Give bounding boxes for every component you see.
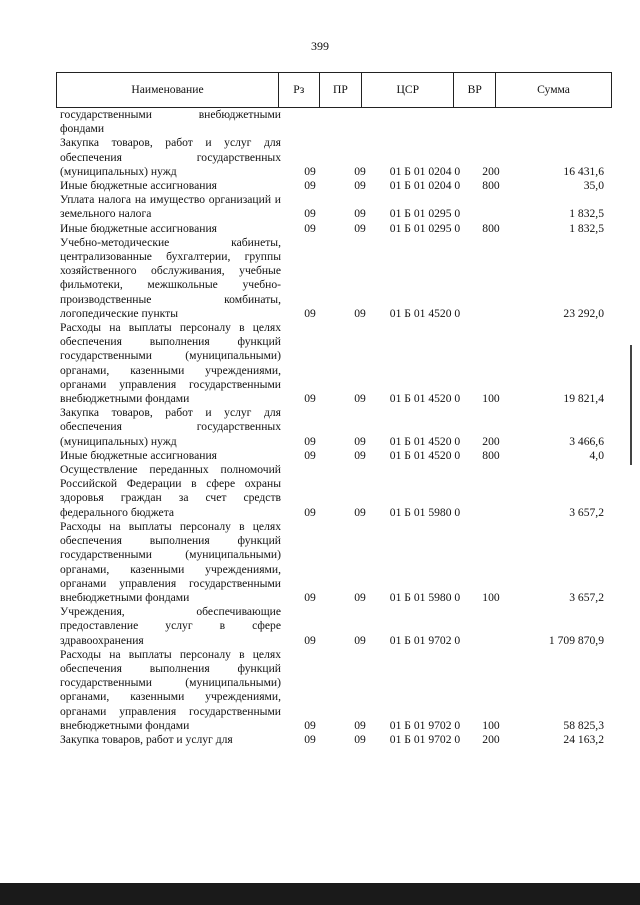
row-rz: 09 <box>304 505 316 519</box>
row-pr: 09 <box>354 718 366 732</box>
table-row <box>60 406 604 449</box>
row-sum: 3 657,2 <box>569 505 604 519</box>
scan-bottom-border <box>0 883 640 905</box>
table-row <box>60 648 604 733</box>
row-pr: 09 <box>354 448 366 462</box>
budget-table-body <box>60 108 604 747</box>
row-rz: 09 <box>304 221 316 235</box>
row-name: Учреждения, обеспечивающие предоставление услуг в сфере здравоохранения <box>60 605 281 647</box>
row-sum: 1 832,5 <box>569 207 604 221</box>
table-row <box>60 222 604 236</box>
row-vr <box>470 236 512 321</box>
row-vr: 800 <box>482 221 500 235</box>
row-sum: 1 709 870,9 <box>548 633 604 647</box>
row-csr: 01 Б 01 0295 0 <box>389 221 461 235</box>
row-sum: 24 163,2 <box>563 732 604 746</box>
row-rz: 09 <box>304 434 316 448</box>
row-csr: 01 Б 01 4520 0 <box>389 434 461 448</box>
table-header <box>56 72 612 108</box>
row-csr: 01 Б 01 4520 0 <box>389 448 461 462</box>
row-sum: 23 292,0 <box>563 306 604 320</box>
row-vr: 800 <box>482 448 500 462</box>
row-csr: 01 Б 01 4520 0 <box>389 306 461 320</box>
row-vr: 800 <box>482 179 500 193</box>
table-row <box>60 520 604 605</box>
row-rz: 09 <box>304 590 316 604</box>
row-pr: 09 <box>354 590 366 604</box>
table-row <box>60 463 604 520</box>
row-rz: 09 <box>304 732 316 746</box>
row-name: Закупка товаров, работ и услуг для обеспечения государственных (муниципальных) нужд <box>60 136 281 178</box>
row-rz: 09 <box>304 164 316 178</box>
row-name: Уплата налога на имущество организаций и земельного налога <box>60 193 281 221</box>
row-pr: 09 <box>354 164 366 178</box>
row-pr: 09 <box>354 633 366 647</box>
row-csr: 01 Б 01 5980 0 <box>389 590 461 604</box>
row-vr: 200 <box>482 732 500 746</box>
row-csr: 01 Б 01 4520 0 <box>389 392 461 406</box>
row-sum: 16 431,6 <box>563 164 604 178</box>
row-name: Учебно-методические кабинеты, централизованные бухгалтерии, группы хозяйственного обслуживания, учебные фильмотеки, межшкольные учебно-производственные комбинаты, логопедические пункты <box>60 235 281 320</box>
row-sum: 3 466,6 <box>569 434 604 448</box>
row-name: Иные бюджетные ассигнования <box>60 221 217 235</box>
column-header-name: Наименование <box>57 73 279 107</box>
row-csr: 01 Б 01 9702 0 <box>389 633 461 647</box>
row-name: Иные бюджетные ассигнования <box>60 448 217 462</box>
column-header-pr: ПР <box>320 73 363 107</box>
row-pr: 09 <box>354 505 366 519</box>
table-row <box>60 321 604 406</box>
row-csr: 01 Б 01 0295 0 <box>389 207 461 221</box>
row-rz: 09 <box>304 392 316 406</box>
scan-edge-mark <box>630 345 632 465</box>
row-pr: 09 <box>354 732 366 746</box>
column-header-vr: ВР <box>454 73 496 107</box>
row-vr: 100 <box>482 590 500 604</box>
table-row <box>60 136 604 179</box>
row-name: государственными внебюджетными фондами <box>60 108 281 136</box>
page-number: 399 <box>311 39 329 53</box>
row-pr <box>340 108 380 136</box>
column-header-csr: ЦСР <box>362 73 454 107</box>
row-pr: 09 <box>354 434 366 448</box>
table-row <box>60 449 604 463</box>
row-rz: 09 <box>304 718 316 732</box>
row-csr: 01 Б 01 9702 0 <box>389 732 461 746</box>
row-pr: 09 <box>354 179 366 193</box>
column-header-rz: Рз <box>279 73 320 107</box>
row-vr <box>470 108 512 136</box>
row-rz: 09 <box>304 207 316 221</box>
row-vr <box>470 605 512 648</box>
table-row <box>60 733 604 747</box>
table-row <box>60 179 604 193</box>
row-csr <box>380 108 470 136</box>
row-name: Закупка товаров, работ и услуг для обеспечения государственных (муниципальных) нужд <box>60 406 281 448</box>
row-pr: 09 <box>354 221 366 235</box>
row-csr: 01 Б 01 9702 0 <box>389 718 461 732</box>
row-sum: 4,0 <box>589 448 604 462</box>
row-rz: 09 <box>304 633 316 647</box>
row-sum <box>512 108 604 136</box>
row-vr: 100 <box>482 392 500 406</box>
row-vr <box>470 463 512 520</box>
row-sum: 19 821,4 <box>563 392 604 406</box>
table-row <box>60 605 604 648</box>
row-name: Расходы на выплаты персоналу в целях обеспечения выполнения функций государственными (муниципальными) органами, казенными учреждениями, органами управления государственными внебюджетными фондами <box>60 519 281 604</box>
row-name: Закупка товаров, работ и услуг для <box>60 732 233 746</box>
row-name: Иные бюджетные ассигнования <box>60 179 217 193</box>
row-csr: 01 Б 01 5980 0 <box>389 505 461 519</box>
column-header-sum: Сумма <box>537 82 570 96</box>
table-row <box>60 193 604 221</box>
row-vr: 200 <box>482 164 500 178</box>
table-row <box>60 108 604 136</box>
row-csr: 01 Б 01 0204 0 <box>389 179 461 193</box>
row-pr: 09 <box>354 392 366 406</box>
row-name: Осуществление переданных полномочий Российской Федерации в сфере охраны здоровья граждан за счет средств федерального бюджета <box>60 463 281 519</box>
row-rz: 09 <box>304 179 316 193</box>
row-sum: 1 832,5 <box>569 221 604 235</box>
row-sum: 58 825,3 <box>563 718 604 732</box>
row-vr: 100 <box>482 718 500 732</box>
row-name: Расходы на выплаты персоналу в целях обеспечения выполнения функций государственными (муниципальными) органами, казенными учреждениями, органами управления государственными внебюджетными фондами <box>60 321 281 406</box>
row-vr <box>470 193 512 221</box>
row-pr: 09 <box>354 306 366 320</box>
row-rz <box>280 108 340 136</box>
row-csr: 01 Б 01 0204 0 <box>389 164 461 178</box>
row-rz: 09 <box>304 448 316 462</box>
row-rz: 09 <box>304 306 316 320</box>
row-name: Расходы на выплаты персоналу в целях обеспечения выполнения функций государственными (муниципальными) органами, казенными учреждениями, органами управления государственными внебюджетными фондами <box>60 647 281 732</box>
row-sum: 35,0 <box>583 179 604 193</box>
row-sum: 3 657,2 <box>569 590 604 604</box>
table-row <box>60 236 604 321</box>
row-pr: 09 <box>354 207 366 221</box>
row-vr: 200 <box>482 434 500 448</box>
